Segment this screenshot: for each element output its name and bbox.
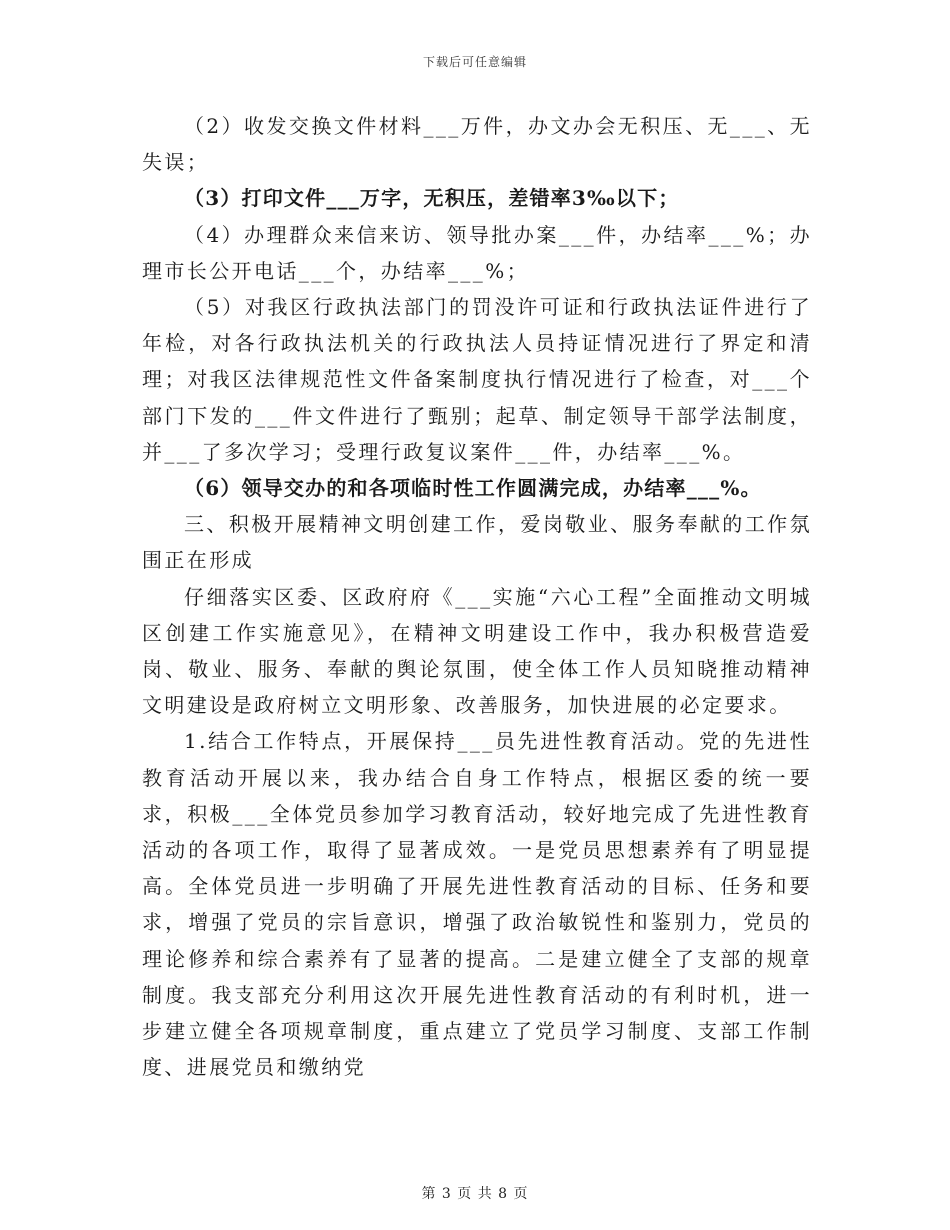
paragraph-item-3: （3）打印文件___万字，无积压，差错率3‰以下； [184,186,680,211]
paragraph-implementation: 仔细落实区委、区政府府《___实施“六心工程”全面推动文明城区创建工作实施意见》，在精神文明建设工作中，我办积极营造爱岗、敬业、服务、奉献的舆论氛围，使全体工作人员知晓推动精神文明建设是政府树立文明形象、改善服务，加快进展的必定要求。 [142,584,812,718]
paragraph-item-6: （6）领导交办的和各项临时性工作圆满完成，办结率___%。 [184,476,762,501]
document-body [142,108,812,1085]
paragraph-item-2: （2）收发交换文件材料___万件，办文办会无积压、无___、无失误； [142,114,812,175]
paragraph-party-education: 1.结合工作特点，开展保持___员先进性教育活动。党的先进性教育活动开展以来，我办结合自身工作特点，根据区委的统一要求，积极___全体党员参加学习教育活动，较好地完成了先进性教育活动的各项工作，取得了显著成效。一是党员思想素养有了明显提高。全体党员进一步明确了开展先进性教育活动的目标、任务和要求，增强了党员的宗旨意识，增强了政治敏锐性和鉴别力，党员的理论修养和综合素养有了显著的提高。二是建立健全了支部的规章制度。我支部充分利用这次开展先进性教育活动的有利时机，进一步建立健全各项规章制度，重点建立了党员学习制度、支部工作制度、进展党员和缴纳党 [142,729,812,1080]
section-heading-3: 三、积极开展精神文明创建工作，爱岗敬业、服务奉献的工作氛围正在形成 [142,512,812,573]
paragraph-item-5: （5）对我区行政执法部门的罚没许可证和行政执法证件进行了年检，对各行政执法机关的行政执法人员持证情况进行了界定和清理；对我区法律规范性文件备案制度执行情况进行了检查，对___个部门下发的___件文件进行了甄别；起草、制定领导干部学法制度，并___了多次学习；受理行政复议案件___件，办结率___%。 [142,295,812,464]
paragraph-item-4: （4）办理群众来信来访、领导批办案___件，办结率___%；办理市长公开电话___个，办结率___%； [142,222,812,283]
page-number: 第 3 页 共 8 页 [421,1186,529,1202]
page-header-note: 下载后可任意编辑 [422,55,527,69]
